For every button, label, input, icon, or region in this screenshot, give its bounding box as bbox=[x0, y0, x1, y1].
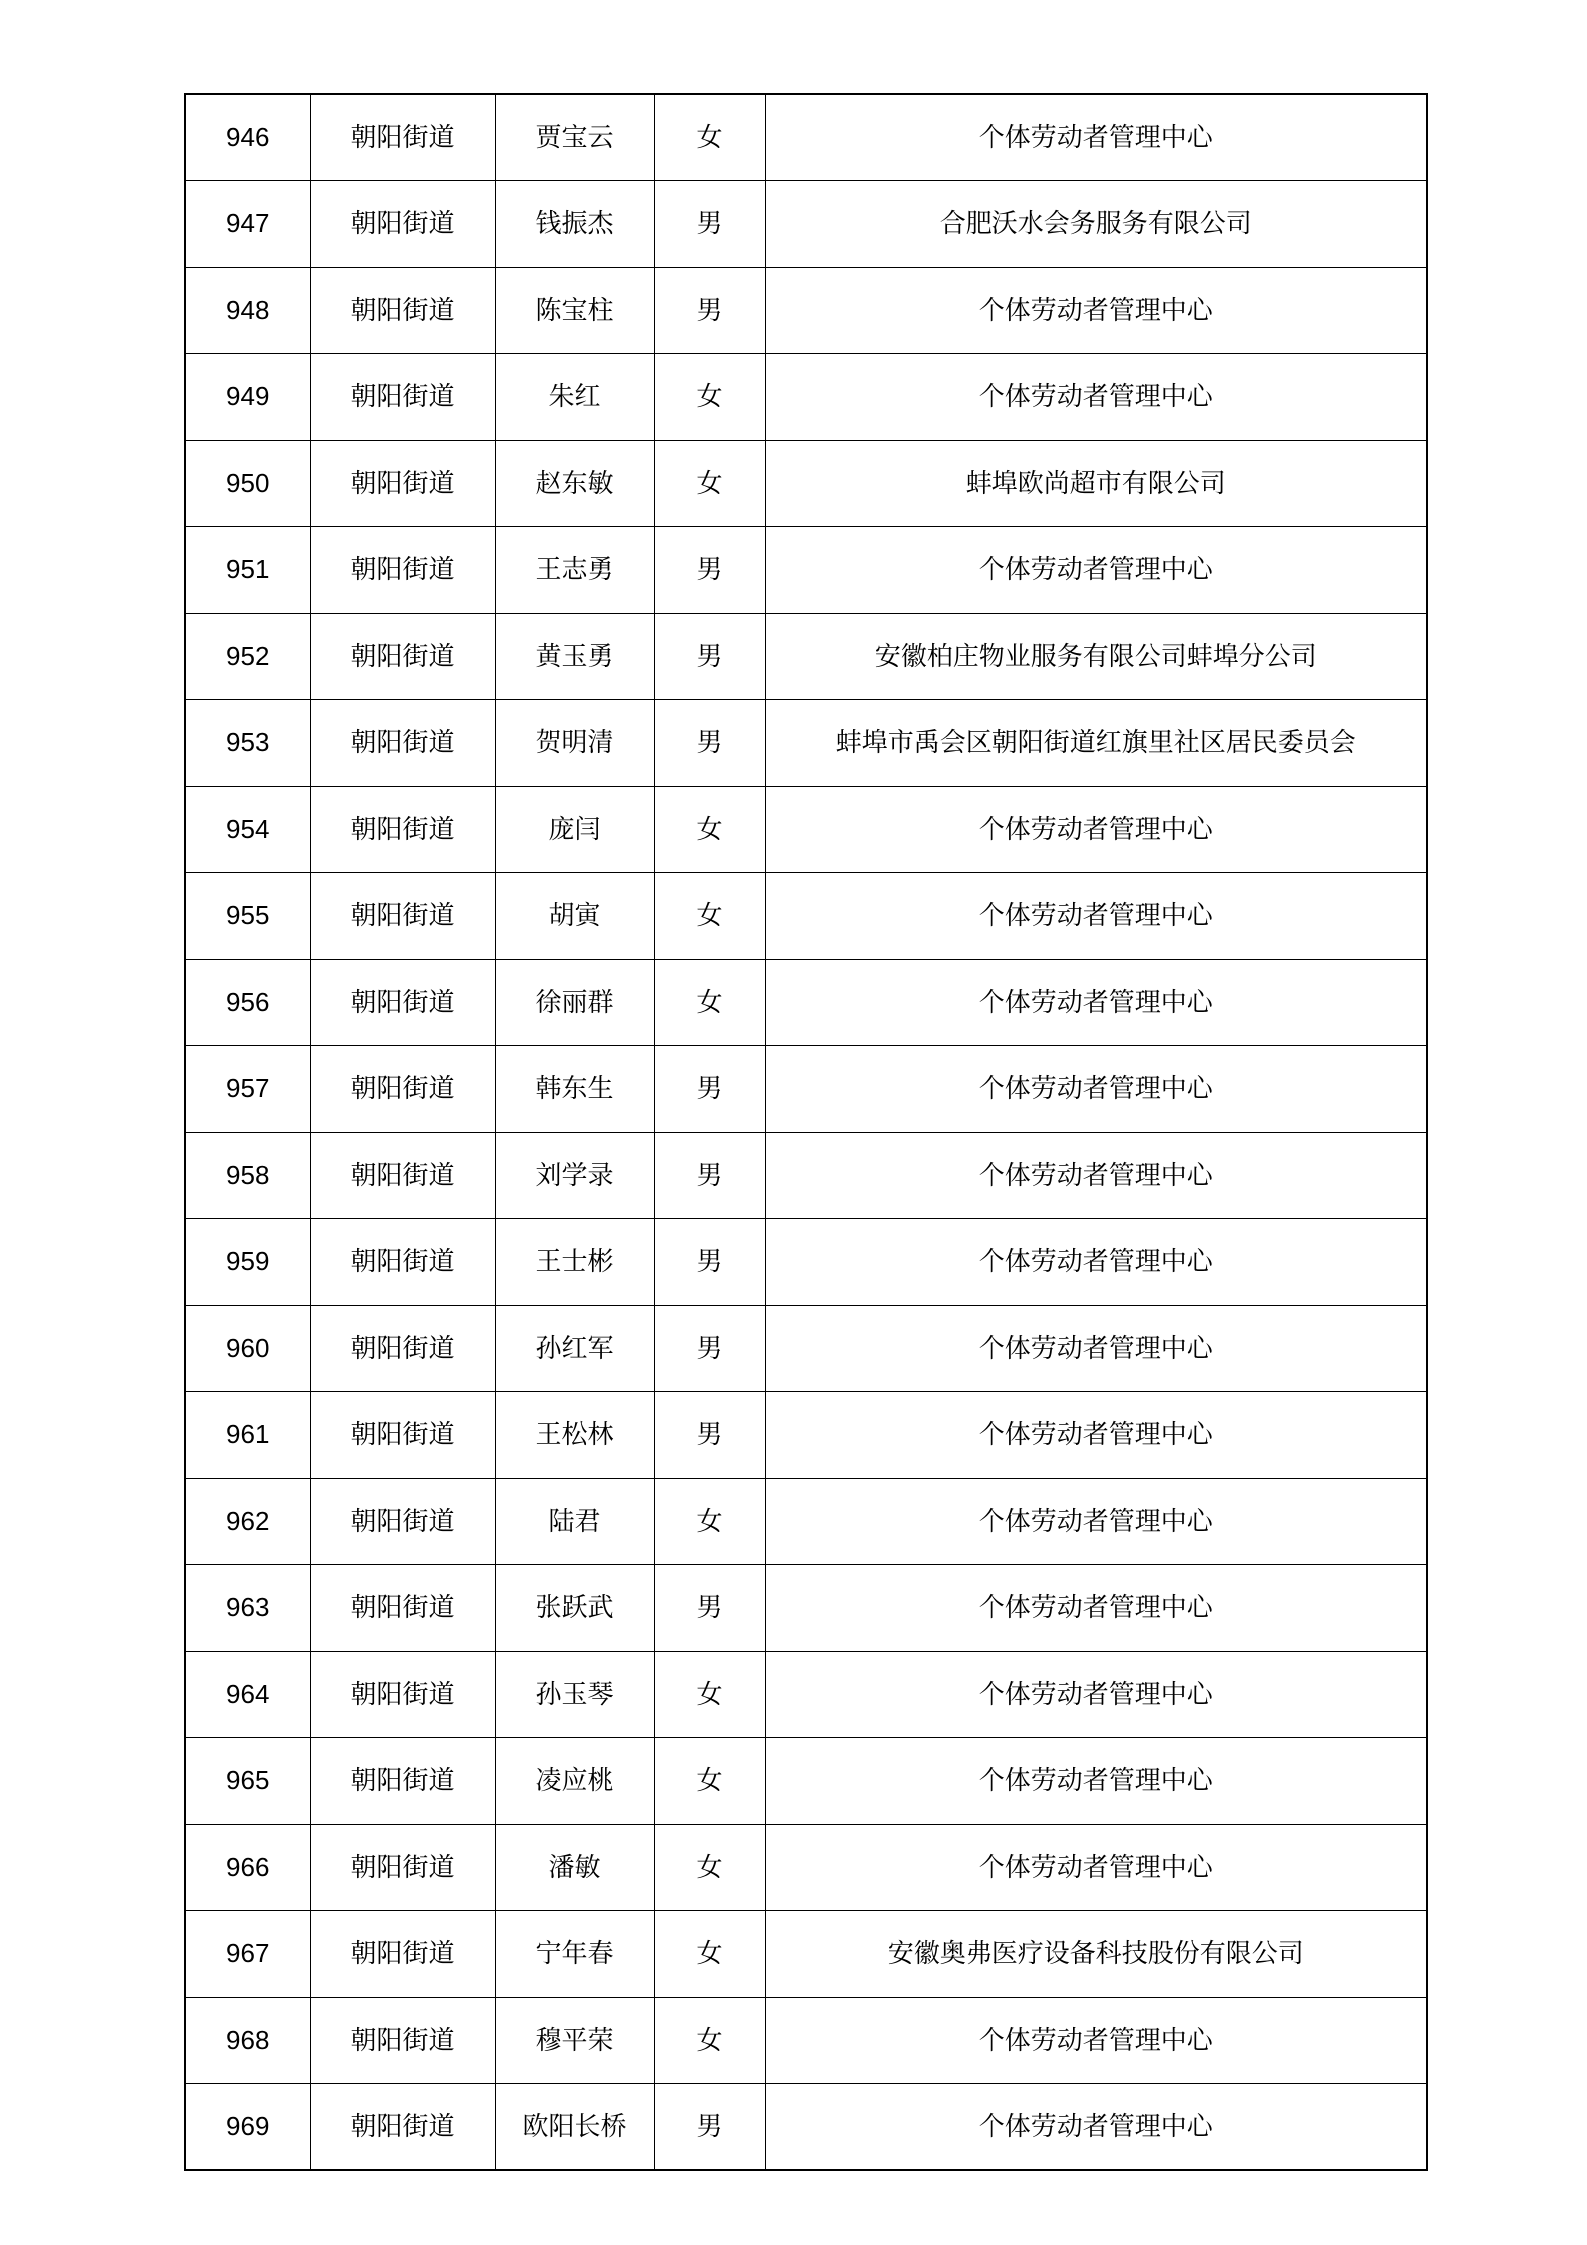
cell-employer: 蚌埠市禹会区朝阳街道红旗里社区居民委员会 bbox=[765, 700, 1427, 787]
table-row bbox=[185, 1651, 1427, 1738]
table-row bbox=[185, 1911, 1427, 1998]
cell-number: 947 bbox=[185, 181, 310, 268]
cell-employer: 个体劳动者管理中心 bbox=[765, 94, 1427, 181]
cell-employer: 个体劳动者管理中心 bbox=[765, 1132, 1427, 1219]
cell-employer: 个体劳动者管理中心 bbox=[765, 786, 1427, 873]
cell-employer: 个体劳动者管理中心 bbox=[765, 1219, 1427, 1306]
cell-name: 钱振杰 bbox=[495, 181, 654, 268]
cell-employer: 个体劳动者管理中心 bbox=[765, 1824, 1427, 1911]
cell-street: 朝阳街道 bbox=[310, 786, 495, 873]
cell-gender: 女 bbox=[654, 1738, 765, 1825]
cell-employer: 个体劳动者管理中心 bbox=[765, 1478, 1427, 1565]
cell-gender: 男 bbox=[654, 1132, 765, 1219]
record-table-body bbox=[185, 94, 1427, 2170]
cell-gender: 男 bbox=[654, 1565, 765, 1652]
table-row bbox=[185, 1132, 1427, 1219]
cell-name: 贾宝云 bbox=[495, 94, 654, 181]
cell-name: 宁年春 bbox=[495, 1911, 654, 1998]
cell-gender: 男 bbox=[654, 267, 765, 354]
cell-street: 朝阳街道 bbox=[310, 440, 495, 527]
cell-name: 潘敏 bbox=[495, 1824, 654, 1911]
table-row bbox=[185, 1392, 1427, 1479]
table-row bbox=[185, 527, 1427, 614]
table-row bbox=[185, 1565, 1427, 1652]
cell-name: 黄玉勇 bbox=[495, 613, 654, 700]
cell-name: 孙玉琴 bbox=[495, 1651, 654, 1738]
cell-employer: 个体劳动者管理中心 bbox=[765, 1305, 1427, 1392]
cell-gender: 女 bbox=[654, 1478, 765, 1565]
cell-gender: 男 bbox=[654, 700, 765, 787]
cell-name: 欧阳长桥 bbox=[495, 2084, 654, 2171]
cell-name: 凌应桃 bbox=[495, 1738, 654, 1825]
cell-number: 957 bbox=[185, 1046, 310, 1133]
cell-number: 956 bbox=[185, 959, 310, 1046]
cell-street: 朝阳街道 bbox=[310, 1046, 495, 1133]
cell-employer: 个体劳动者管理中心 bbox=[765, 1651, 1427, 1738]
cell-street: 朝阳街道 bbox=[310, 700, 495, 787]
cell-gender: 女 bbox=[654, 959, 765, 1046]
cell-street: 朝阳街道 bbox=[310, 2084, 495, 2171]
cell-number: 950 bbox=[185, 440, 310, 527]
cell-street: 朝阳街道 bbox=[310, 1738, 495, 1825]
table-row bbox=[185, 1478, 1427, 1565]
cell-street: 朝阳街道 bbox=[310, 613, 495, 700]
table-row bbox=[185, 181, 1427, 268]
cell-employer: 个体劳动者管理中心 bbox=[765, 873, 1427, 960]
cell-name: 张跃武 bbox=[495, 1565, 654, 1652]
cell-name: 王志勇 bbox=[495, 527, 654, 614]
cell-gender: 女 bbox=[654, 440, 765, 527]
cell-employer: 安徽柏庄物业服务有限公司蚌埠分公司 bbox=[765, 613, 1427, 700]
cell-gender: 女 bbox=[654, 1651, 765, 1738]
cell-gender: 女 bbox=[654, 873, 765, 960]
cell-gender: 女 bbox=[654, 1824, 765, 1911]
cell-name: 徐丽群 bbox=[495, 959, 654, 1046]
cell-gender: 女 bbox=[654, 354, 765, 441]
cell-name: 王士彬 bbox=[495, 1219, 654, 1306]
table-row bbox=[185, 267, 1427, 354]
table-row bbox=[185, 354, 1427, 441]
cell-employer: 个体劳动者管理中心 bbox=[765, 2084, 1427, 2171]
cell-number: 965 bbox=[185, 1738, 310, 1825]
cell-number: 948 bbox=[185, 267, 310, 354]
table-row bbox=[185, 1305, 1427, 1392]
cell-gender: 男 bbox=[654, 527, 765, 614]
cell-gender: 男 bbox=[654, 1219, 765, 1306]
cell-employer: 个体劳动者管理中心 bbox=[765, 354, 1427, 441]
cell-street: 朝阳街道 bbox=[310, 959, 495, 1046]
cell-street: 朝阳街道 bbox=[310, 1997, 495, 2084]
cell-number: 966 bbox=[185, 1824, 310, 1911]
cell-employer: 蚌埠欧尚超市有限公司 bbox=[765, 440, 1427, 527]
cell-employer: 个体劳动者管理中心 bbox=[765, 1392, 1427, 1479]
cell-name: 王松林 bbox=[495, 1392, 654, 1479]
cell-gender: 女 bbox=[654, 1997, 765, 2084]
cell-number: 969 bbox=[185, 2084, 310, 2171]
cell-street: 朝阳街道 bbox=[310, 94, 495, 181]
cell-name: 赵东敏 bbox=[495, 440, 654, 527]
cell-number: 963 bbox=[185, 1565, 310, 1652]
table-row bbox=[185, 959, 1427, 1046]
cell-name: 刘学录 bbox=[495, 1132, 654, 1219]
table-row bbox=[185, 1219, 1427, 1306]
cell-number: 954 bbox=[185, 786, 310, 873]
cell-number: 946 bbox=[185, 94, 310, 181]
cell-street: 朝阳街道 bbox=[310, 873, 495, 960]
cell-number: 951 bbox=[185, 527, 310, 614]
table-row bbox=[185, 1824, 1427, 1911]
cell-employer: 合肥沃水会务服务有限公司 bbox=[765, 181, 1427, 268]
cell-employer: 个体劳动者管理中心 bbox=[765, 1997, 1427, 2084]
cell-gender: 女 bbox=[654, 1911, 765, 1998]
cell-street: 朝阳街道 bbox=[310, 1565, 495, 1652]
table-row bbox=[185, 613, 1427, 700]
cell-name: 贺明清 bbox=[495, 700, 654, 787]
cell-street: 朝阳街道 bbox=[310, 181, 495, 268]
cell-name: 朱红 bbox=[495, 354, 654, 441]
cell-employer: 安徽奥弗医疗设备科技股份有限公司 bbox=[765, 1911, 1427, 1998]
table-row bbox=[185, 1738, 1427, 1825]
cell-number: 960 bbox=[185, 1305, 310, 1392]
cell-number: 964 bbox=[185, 1651, 310, 1738]
cell-gender: 男 bbox=[654, 613, 765, 700]
cell-street: 朝阳街道 bbox=[310, 1478, 495, 1565]
cell-number: 961 bbox=[185, 1392, 310, 1479]
cell-gender: 女 bbox=[654, 786, 765, 873]
records-table bbox=[184, 93, 1428, 2171]
table-row bbox=[185, 700, 1427, 787]
cell-employer: 个体劳动者管理中心 bbox=[765, 1738, 1427, 1825]
cell-gender: 男 bbox=[654, 181, 765, 268]
cell-name: 韩东生 bbox=[495, 1046, 654, 1133]
records-table-container bbox=[184, 93, 1428, 2171]
table-row bbox=[185, 1997, 1427, 2084]
cell-name: 庞闫 bbox=[495, 786, 654, 873]
table-row bbox=[185, 1046, 1427, 1133]
cell-gender: 男 bbox=[654, 1305, 765, 1392]
cell-number: 967 bbox=[185, 1911, 310, 1998]
table-row bbox=[185, 873, 1427, 960]
cell-number: 955 bbox=[185, 873, 310, 960]
cell-street: 朝阳街道 bbox=[310, 1824, 495, 1911]
cell-number: 962 bbox=[185, 1478, 310, 1565]
cell-gender: 女 bbox=[654, 94, 765, 181]
cell-street: 朝阳街道 bbox=[310, 1651, 495, 1738]
cell-name: 陆君 bbox=[495, 1478, 654, 1565]
cell-street: 朝阳街道 bbox=[310, 267, 495, 354]
cell-street: 朝阳街道 bbox=[310, 1305, 495, 1392]
cell-street: 朝阳街道 bbox=[310, 1132, 495, 1219]
cell-name: 陈宝柱 bbox=[495, 267, 654, 354]
table-row bbox=[185, 786, 1427, 873]
cell-name: 胡寅 bbox=[495, 873, 654, 960]
cell-number: 953 bbox=[185, 700, 310, 787]
cell-employer: 个体劳动者管理中心 bbox=[765, 1565, 1427, 1652]
cell-street: 朝阳街道 bbox=[310, 354, 495, 441]
table-row bbox=[185, 94, 1427, 181]
cell-number: 949 bbox=[185, 354, 310, 441]
table-row bbox=[185, 2084, 1427, 2171]
cell-street: 朝阳街道 bbox=[310, 1911, 495, 1998]
table-row bbox=[185, 440, 1427, 527]
cell-gender: 男 bbox=[654, 2084, 765, 2171]
cell-employer: 个体劳动者管理中心 bbox=[765, 527, 1427, 614]
cell-street: 朝阳街道 bbox=[310, 1392, 495, 1479]
cell-name: 穆平荣 bbox=[495, 1997, 654, 2084]
cell-number: 968 bbox=[185, 1997, 310, 2084]
cell-employer: 个体劳动者管理中心 bbox=[765, 267, 1427, 354]
cell-number: 958 bbox=[185, 1132, 310, 1219]
cell-employer: 个体劳动者管理中心 bbox=[765, 959, 1427, 1046]
cell-number: 959 bbox=[185, 1219, 310, 1306]
cell-gender: 男 bbox=[654, 1046, 765, 1133]
cell-number: 952 bbox=[185, 613, 310, 700]
cell-street: 朝阳街道 bbox=[310, 1219, 495, 1306]
cell-gender: 男 bbox=[654, 1392, 765, 1479]
cell-employer: 个体劳动者管理中心 bbox=[765, 1046, 1427, 1133]
cell-street: 朝阳街道 bbox=[310, 527, 495, 614]
cell-name: 孙红军 bbox=[495, 1305, 654, 1392]
